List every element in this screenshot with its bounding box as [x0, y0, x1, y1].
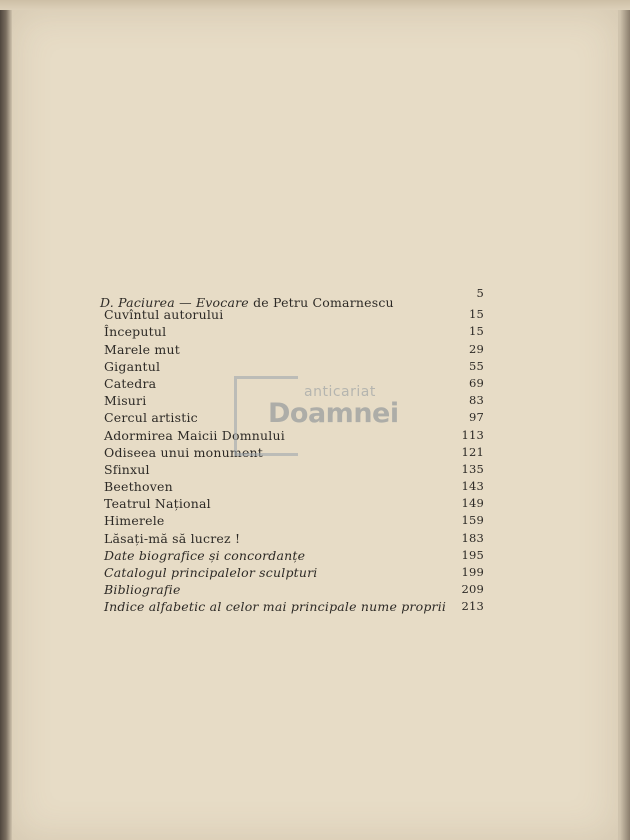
toc-page-number: 159	[461, 513, 484, 528]
toc-page-number: 143	[461, 479, 484, 494]
toc-title: Beethoven	[104, 479, 173, 495]
toc-title: Cercul artistic	[104, 410, 198, 426]
toc-title: Misuri	[104, 393, 147, 409]
watermark-logo	[234, 376, 404, 456]
toc-row	[90, 496, 490, 513]
toc-page-number: 15	[468, 307, 484, 322]
toc-page-number: 195	[461, 547, 484, 562]
toc-row	[90, 342, 490, 359]
toc-row	[90, 565, 490, 582]
toc-title: Gigantul	[104, 358, 161, 374]
toc-title: Bibliografie	[104, 582, 181, 598]
toc-page-number: 209	[461, 582, 484, 597]
toc-title: Sfinxul	[104, 461, 150, 477]
toc-row	[90, 531, 490, 548]
toc-title: Începutul	[104, 324, 167, 340]
toc-page-number: 213	[461, 599, 484, 614]
toc-row	[90, 462, 490, 479]
toc-row	[90, 307, 490, 324]
toc-title: Odiseea unui monument	[104, 444, 264, 460]
toc-page-number: 199	[461, 565, 484, 579]
toc-row	[90, 599, 490, 616]
toc-title: Himerele	[104, 513, 165, 529]
toc-title: Lăsați-mă să lucrez !	[104, 530, 241, 546]
toc-page-number: 149	[461, 496, 484, 511]
toc-title-rest: de Petru Comarnescu	[248, 295, 394, 310]
toc-page-number: 135	[461, 461, 484, 476]
toc-page-number: 5	[476, 286, 484, 300]
page-top-edge	[0, 0, 630, 10]
toc-row	[90, 513, 490, 530]
watermark-small-text: anticariat	[304, 384, 376, 400]
toc-page-number: 55	[468, 358, 484, 373]
toc-page-number: 113	[461, 427, 484, 442]
toc-page-number: 183	[461, 530, 484, 545]
toc-title-italic: D. Paciurea — Evocare	[100, 295, 249, 310]
toc-page-number: 83	[468, 393, 484, 408]
toc-page-number: 15	[468, 324, 484, 339]
toc-page-number: 97	[468, 410, 484, 425]
toc-title: Date biografice și concordanțe	[104, 547, 306, 563]
toc-page-number: 121	[461, 444, 484, 459]
toc-title: Adormirea Maicii Domnului	[104, 427, 285, 443]
toc-title: Catedra	[104, 375, 157, 391]
toc-title: Indice alfabetic al celor mai principale nume proprii	[104, 599, 447, 615]
toc-row	[90, 548, 490, 565]
toc-row	[90, 479, 490, 496]
watermark-big-text: Doamnei	[268, 398, 399, 429]
toc-row	[90, 286, 490, 310]
toc-page-number: 29	[468, 341, 484, 356]
toc-page-number: 69	[468, 375, 484, 390]
toc-row	[90, 324, 490, 341]
toc-title: Cuvîntul autorului	[104, 307, 224, 323]
toc-title: Teatrul Național	[104, 496, 211, 512]
toc-row	[90, 582, 490, 599]
toc-title: Marele mut	[104, 341, 180, 357]
toc-title: Catalogul principalelor sculpturi	[104, 565, 318, 580]
toc-row	[90, 359, 490, 376]
